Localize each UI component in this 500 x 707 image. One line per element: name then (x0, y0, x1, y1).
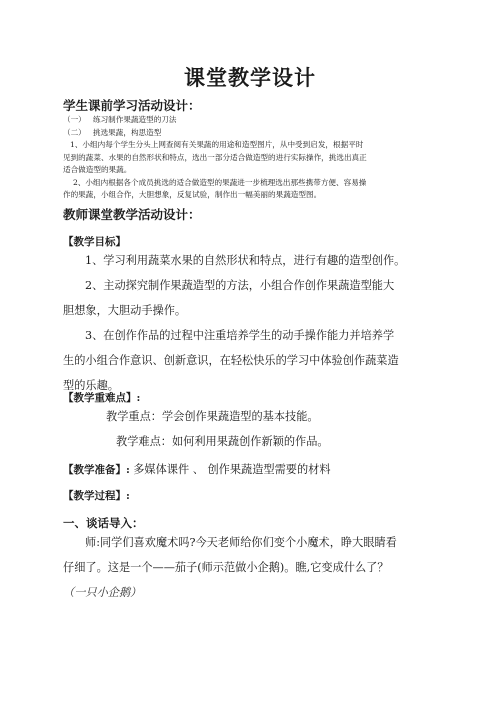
pre-class-section (63, 114, 440, 202)
section-heading: 一、谈话导入： (63, 516, 144, 530)
paragraph-line: 适合做造型的果蔬。 (63, 165, 132, 174)
goal-line: 生的小组合作意识、创新意识，在轻松快乐的学习中体验创作蔬菜造 (63, 354, 399, 367)
goals-label: 【教学目标】 (63, 236, 126, 248)
dialog-section (63, 530, 440, 605)
page-title: 课堂教学设计 (184, 65, 316, 90)
process-label: 【教学过程】: (63, 490, 130, 502)
goals-section (63, 248, 440, 398)
item-number: （二） (63, 127, 86, 137)
list-item (63, 127, 440, 140)
difficult-point: 教学难点：如何利用果蔬创作新颖的作品。 (116, 435, 329, 448)
dialog-line: 师:同学们喜欢魔术吗?今天老师给你们变个小魔术，睁大眼睛看 (85, 536, 397, 549)
prep-line (63, 461, 500, 477)
paragraph-line: 见到的蔬菜、水果的自然形状和特点，选出一部分适合做造型的进行实际操作，挑选出真正 (63, 152, 367, 162)
item-text: 练习制作果蔬造型的刀法 (93, 115, 177, 124)
prep-text: 多媒体课件 、 创作果蔬造型需要的材料 (133, 463, 331, 476)
keypoints-label: 【教学重难点】: (63, 392, 141, 404)
key-point: 教学重点：学会创作果蔬造型的基本技能。 (106, 410, 319, 423)
prep-label: 【教学准备】: (63, 464, 130, 476)
student-answer: （一只小企鹅） (63, 586, 142, 599)
paragraph-line: 作的果蔬，小组合作，大胆想象，反复试验，制作出一幅美丽的果蔬造型图。 (63, 190, 322, 199)
item-number: （一） (63, 115, 86, 124)
goal-line: 型的乐趣。 (63, 379, 119, 392)
item-text: 挑选果蔬，构思造型 (93, 127, 162, 137)
goal-line: 3、在创作作品的过程中注重培养学生的动手操作能力并培养学 (85, 329, 395, 342)
pre-class-heading: 学生课前学习活动设计： (63, 98, 201, 113)
paragraph-line: 2、小组内根据各个成员挑选的适合做造型的果蔬进一步梳理选出那些携带方便、容易操 (73, 177, 367, 187)
goal-line: 2、主动探究制作果蔬造型的方法，小组合作创作果蔬造型能大 (85, 279, 395, 292)
list-item (63, 114, 440, 127)
goal-line: 1、学习利用蔬菜水果的自然形状和特点，进行有趣的造型创作。 (85, 254, 406, 267)
paragraph-line: 1、小组内每个学生分头上网查阅有关果蔬的用途和造型图片，从中受到启发，根据平时 (70, 140, 364, 149)
teacher-heading: 教师课堂教学活动设计： (63, 207, 201, 222)
dialog-line: 仔细了。这是一个——茄子(师示范做小企鹅)。瞧,它变成什么了？ (63, 561, 389, 574)
keypoints-section (63, 404, 440, 454)
goal-line: 胆想象，大胆动手操作。 (63, 304, 187, 317)
